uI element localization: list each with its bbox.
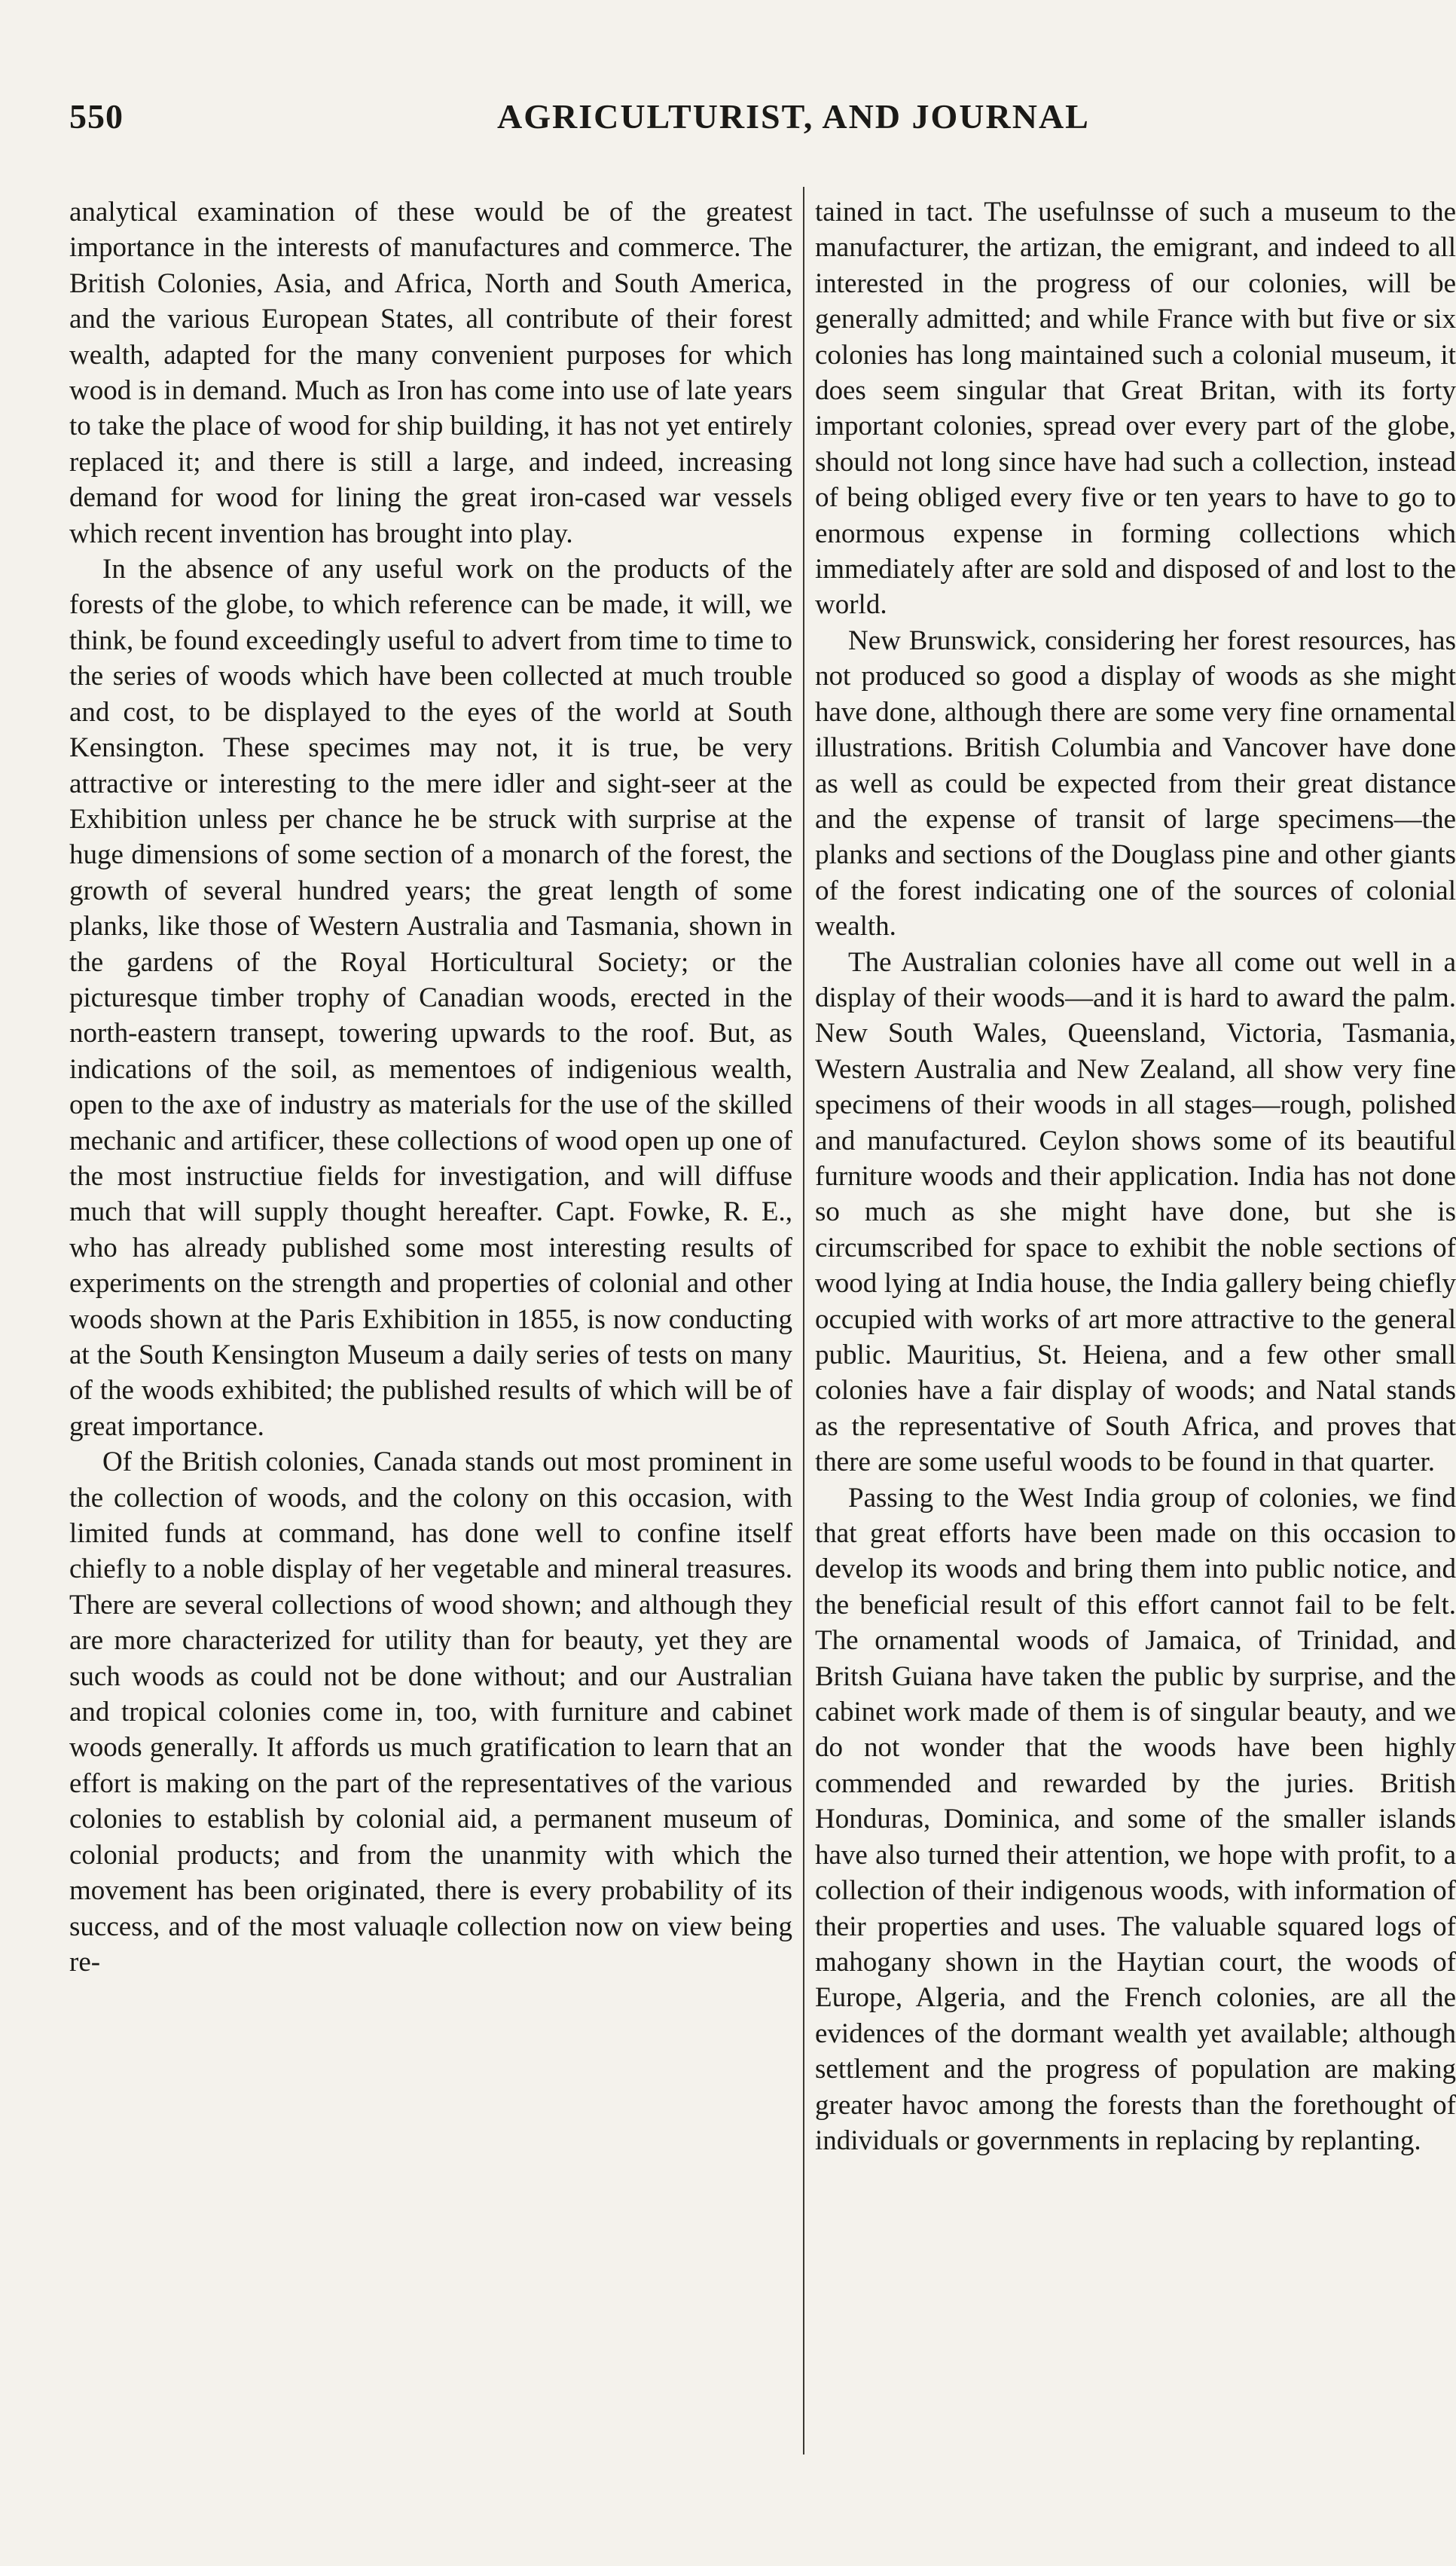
page-number: 550 [69, 97, 124, 136]
right-paragraph-4: Passing to the West India group of colonies, we find that great efforts have been made on this occasion to develop its woods and bring them into public notice, and the beneficial result of this effort cannot fail to be felt. The ornamental woods of Jamaica, of Trinidad, and Britsh Guiana have taken the public by surprise, and the cabinet work made of them is of singular beauty, and we do not wonder that the woods have been highly commended and rewarded by the juries. British Honduras, Dominica, and some of the smaller islands have also turned their attention, we hope with profit, to a collection of their indigenous woods, with information of their properties and uses. The valuable squared logs of mahogany shown in the Haytian court, the woods of Europe, Algeria, and the French colonies, are all the evidences of the dormant wealth yet available; although settlement and the progress of population are making greater havoc among the forests than the forethought of individuals or governments in replacing by replanting. [815, 1482, 1456, 2156]
page-header [0, 96, 1456, 149]
running-head: AGRICULTURIST, AND JOURNAL [497, 97, 1090, 136]
left-paragraph-2: In the absence of any useful work on the products of the forests of the globe, to which reference can be made, it will, we think, be found exceedingly useful to advert from time to time to the series of woods which have been collected at much trouble and cost, to be displayed to the eyes of the world at South Kensington. These specimes may not, it is true, be very attractive or interesting to the mere idler and sight-seer at the Exhibition unless per chance he be struck with surprise at the huge dimensions of some section of a monarch of the forest, the growth of several hundred years; the great length of some planks, like those of Western Australia and Tasmania, shown in the gardens of the Royal Horticultural Society; or the picturesque timber trophy of Canadian woods, erected in the north-eastern transept, towering upwards to the roof. But, as indications of the soil, as mementoes of indigenious wealth, open to the axe of industry as materials for the use of the skilled mechanic and artificer, these collections of wood open up one of the most instructiue fields for investigation, and will diffuse much that will supply thought hereafter. Capt. Fowke, R. E., who has already published some most interesting results of experiments on the strength and properties of colonial and other woods shown at the Paris Exhibition in 1855, is now conducting at the South Kensington Museum a daily series of tests on many of the woods exhibited; the published results of which will be of great importance. [69, 554, 792, 1442]
right-paragraph-1: tained in tact. The usefulnsse of such a museum to the manufacturer, the artizan, the emigrant, and indeed to all interested in the progress of our colonies, will be generally admitted; and while France with but five or six colonies has long maintained such a colonial museum, it does seem singular that Great Britan, with its forty important colonies, spread over every part of the globe, should not long since have had such a collection, instead of being obliged every five or ten years to have to go to enormous expense in forming collections which immediately after are sold and disposed of and lost to the world. [815, 197, 1456, 621]
left-paragraph-3: Of the British colonies, Canada stands out most prominent in the collection of woods, and the colony on this occasion, with limited funds at command, has done well to confine itself chiefly to a noble display of her vegetable and mineral treasures. There are several collections of wood shown; and although they are more characterized for utility than for beauty, yet they are such woods as could not be done without; and our Australian and tropical colonies come in, too, with furniture and cabinet woods generally. It affords us much gratification to learn that an effort is making on the part of the representatives of the various colonies to establish by colonial aid, a permanent museum of colonial products; and from the unanmity with which the movement has been originated, there is every probability of its success, and of the most valuaqle collection now on view being re- [69, 1446, 792, 1978]
column-rule [803, 187, 804, 2455]
right-column [815, 194, 1456, 2455]
left-column [69, 194, 792, 2522]
right-paragraph-2: New Brunswick, considering her forest resources, has not produced so good a display of woods as she might have done, although there are some very fine ornamental illustrations. British Columbia and Vancover have done as well as could be expected from their great distance and the expense of transit of large specimens—the planks and sections of the Douglass pine and other giants of the forest indicating one of the sources of colonial wealth. [815, 625, 1456, 942]
left-paragraph-1: analytical examination of these would be of the greatest importance in the interests of manufactures and commerce. The British Colonies, Asia, and Africa, North and South America, and the various European States, all contribute of their forest wealth, adapted for the many convenient purposes for which wood is in demand. Much as Iron has come into use of late years to take the place of wood for ship building, it has not yet entirely replaced it; and there is still a large, and indeed, increasing demand for wood for lining the great iron-cased war vessels which recent invention has brought into play. [69, 197, 792, 549]
right-paragraph-3: The Australian colonies have all come out well in a display of their woods—and it is hard to award the palm. New South Wales, Queensland, Victoria, Tasmania, Western Australia and New Zealand, all show very fine specimens of their woods in all stages—rough, polished and manufactured. Ceylon shows some of its beautiful furniture woods and their application. India has not done so much as she might have done, but she is circumscribed for space to exhibit the noble sections of wood lying at India house, the India gallery being chiefly occupied with works of art more attractive to the general public. Mauritius, St. Heiena, and a few other small colonies have a fair display of woods; and Natal stands as the representative of South Africa, and proves that there are some useful woods to be found in that quarter. [815, 946, 1456, 1478]
